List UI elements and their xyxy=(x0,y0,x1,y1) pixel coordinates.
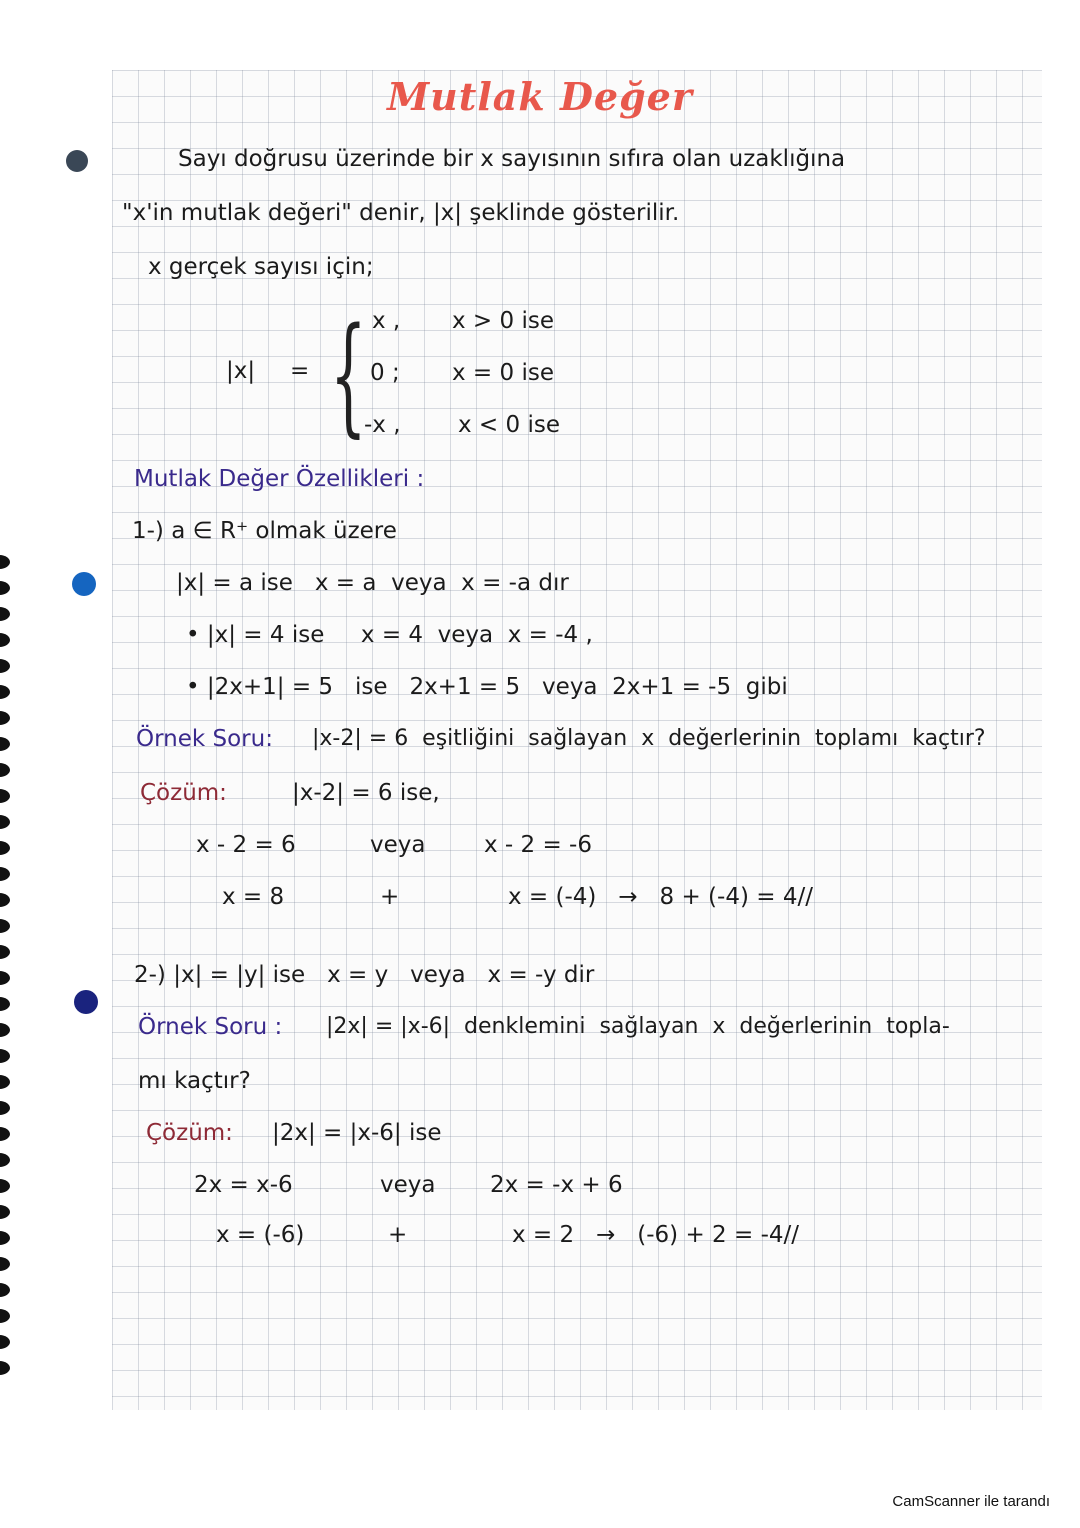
notebook-spiral xyxy=(0,555,16,1387)
solution-1-text: |x-2| = 6 ise, xyxy=(292,780,440,806)
question-2-label: Örnek Soru : xyxy=(138,1014,283,1040)
punch-hole-middle xyxy=(72,572,96,596)
solution-1-left-1: x - 2 = 6 xyxy=(196,832,296,858)
solution-2-text: |2x| = |x-6| ise xyxy=(272,1120,442,1146)
question-2-text: |2x| = |x-6| denklemini sağlayan x değerlerinin topla- xyxy=(326,1014,950,1039)
intro-line-1: Sayı doğrusu üzerinde bir x sayısının sıfıra olan uzaklığına xyxy=(178,146,846,172)
case-3-value: -x , xyxy=(364,412,401,438)
case-3-condition: x < 0 ise xyxy=(458,412,560,438)
solution-2-label: Çözüm: xyxy=(146,1120,233,1146)
case-2-condition: x = 0 ise xyxy=(452,360,554,386)
curly-brace-icon: { xyxy=(330,301,367,450)
solution-1-right-2: x = (-4) → 8 + (-4) = 4// xyxy=(508,884,813,910)
property-1-example-2: • |2x+1| = 5 ise 2x+1 = 5 veya 2x+1 = -5 gibi xyxy=(186,674,788,700)
solution-1-left-2: x = 8 xyxy=(222,884,285,910)
case-1-value: x , xyxy=(372,308,401,334)
definition-lhs: |x| xyxy=(226,358,256,384)
solution-1-right-1: x - 2 = -6 xyxy=(484,832,592,858)
solution-2-mid-2: + xyxy=(388,1222,408,1248)
case-1-condition: x > 0 ise xyxy=(452,308,554,334)
properties-heading: Mutlak Değer Özellikleri : xyxy=(134,466,425,492)
solution-1-label: Çözüm: xyxy=(140,780,227,806)
scanner-watermark: CamScanner ile tarandı xyxy=(892,1493,1050,1510)
intro-line-2: "x'in mutlak değeri" denir, |x| şeklinde gösterilir. xyxy=(122,200,680,226)
solution-1-mid-1: veya xyxy=(370,832,426,858)
punch-hole-bottom xyxy=(74,990,98,1014)
definition-equals: = xyxy=(290,358,310,384)
property-1-example-1: • |x| = 4 ise x = 4 veya x = -4 , xyxy=(186,622,593,648)
intro-line-3: x gerçek sayısı için; xyxy=(148,254,374,280)
question-1-label: Örnek Soru: xyxy=(136,726,273,752)
solution-2-mid-1: veya xyxy=(380,1172,436,1198)
solution-2-left-2: x = (-6) xyxy=(216,1222,305,1248)
solution-2-right-1: 2x = -x + 6 xyxy=(490,1172,623,1198)
property-1-rule: |x| = a ise x = a veya x = -a dır xyxy=(176,570,569,596)
punch-hole-top xyxy=(66,150,88,172)
property-2-rule: 2-) |x| = |y| ise x = y veya x = -y dir xyxy=(134,962,595,988)
solution-2-left-1: 2x = x-6 xyxy=(194,1172,293,1198)
case-2-value: 0 ; xyxy=(370,360,400,386)
page-title: Mutlak Değer xyxy=(387,74,693,119)
solution-2-right-2: x = 2 → (-6) + 2 = -4// xyxy=(512,1222,800,1248)
question-2-text-cont: mı kaçtır? xyxy=(138,1068,251,1094)
solution-1-mid-2: + xyxy=(380,884,400,910)
property-1-label: 1-) a ∈ R⁺ olmak üzere xyxy=(132,518,397,544)
question-1-text: |x-2| = 6 eşitliğini sağlayan x değerlerinin toplamı kaçtır? xyxy=(312,726,986,751)
